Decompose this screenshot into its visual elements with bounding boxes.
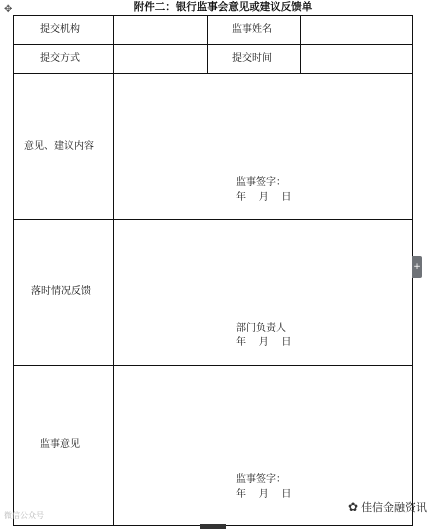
supervisor-name-label: 监事姓名 (232, 24, 272, 35)
time-value-field[interactable] (301, 45, 412, 73)
watermark-right-text: 佳信金融资讯 (361, 501, 428, 514)
feedback-sign-label: 部门负责人 (236, 323, 286, 334)
table-move-handle-icon[interactable]: ✥ (4, 4, 13, 15)
side-expand-tab[interactable]: + (412, 256, 422, 278)
feedback-date-label: 年 月 日 (236, 337, 292, 348)
method-label: 提交方式 (40, 53, 80, 64)
section-label-opinion: 意见、建议内容 (24, 141, 94, 152)
watermark-right (348, 499, 427, 515)
watermark-left: 微信公众号 (4, 511, 44, 520)
form-title: 附件二：银行监事会意见或建议反馈单 (133, 1, 313, 13)
section-label-supervisor-opinion: 监事意见 (40, 439, 80, 450)
supervisor-date-label: 年 月 日 (236, 489, 292, 500)
org-value-field[interactable] (114, 16, 207, 44)
table-resize-handle[interactable] (200, 524, 226, 529)
opinion-sign-label: 监事签字： (236, 177, 286, 188)
method-value-field[interactable] (114, 45, 207, 73)
supervisor-sign-label: 监事签字： (236, 474, 286, 485)
org-label: 提交机构 (40, 24, 80, 35)
section-label-feedback: 落时情况反馈 (31, 286, 91, 297)
wechat-icon: ✿ (348, 500, 359, 514)
opinion-date-label: 年 月 日 (236, 192, 292, 203)
time-label: 提交时间 (232, 53, 272, 64)
supervisor-name-field[interactable] (301, 16, 412, 44)
